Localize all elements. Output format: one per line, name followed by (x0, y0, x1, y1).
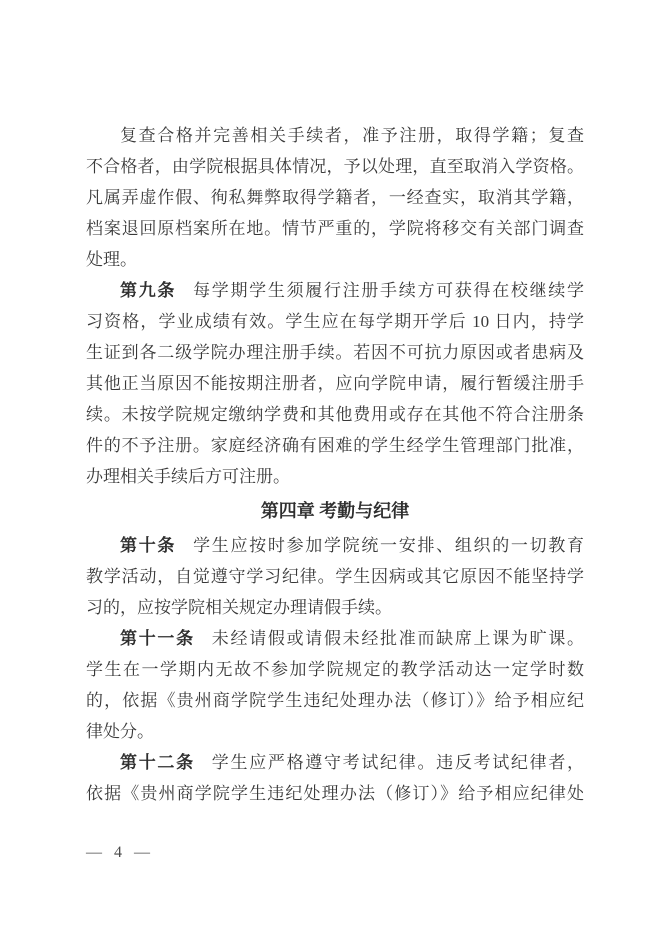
text-line (86, 747, 584, 778)
text-line: 习的，应按学院相关规定办理请假手续。 (86, 598, 392, 617)
text-line: 生证到各二级学院办理注册手续。若因不可抗力原因或者患病及 (86, 343, 584, 362)
article-number: 第十条 (120, 536, 177, 555)
paragraph (86, 120, 584, 275)
text-line: 依据《贵州商学院学生违纪处理办法（修订）》给予相应纪律处 (86, 784, 584, 803)
article-text: 学生应严格遵守考试纪律。违反考试纪律者， (211, 753, 584, 772)
text-line: 处理。 (86, 250, 137, 269)
text-line: 复查合格并完善相关手续者，准予注册，取得学籍；复查 (120, 126, 584, 145)
paragraph-article-12 (86, 747, 584, 809)
article-text: 未经请假或请假未经批准而缺席上课为旷课。 (211, 629, 584, 648)
text-line: 习资格，学业成绩有效。学生应在每学期开学后 10 日内，持学 (86, 312, 584, 331)
article-number: 第九条 (120, 281, 177, 300)
text-line: 的，依据《贵州商学院学生违纪处理办法（修订）》给予相应纪 (86, 691, 584, 710)
text-line: 凡属弄虚作假、徇私舞弊取得学籍者，一经查实，取消其学籍， (86, 188, 584, 207)
text-line (86, 623, 584, 654)
article-text: 学生应按时参加学院统一安排、组织的一切教育 (193, 536, 584, 555)
text-line: 律处分。 (86, 722, 154, 741)
text-line (86, 530, 584, 561)
article-number: 第十二条 (120, 753, 195, 772)
text-line: 件的不予注册。家庭经济确有困难的学生经学生管理部门批准， (86, 436, 584, 455)
text-line: 续。未按学院规定缴纳学费和其他费用或存在其他不符合注册条 (86, 405, 584, 424)
page-number: — 4 — (86, 844, 150, 861)
document-body (86, 120, 584, 809)
text-line: 不合格者，由学院根据具体情况，予以处理，直至取消入学资格。 (86, 157, 584, 176)
text-line (86, 275, 584, 306)
text-line: 教学活动，自觉遵守学习纪律。学生因病或其它原因不能坚持学 (86, 567, 584, 586)
paragraph-article-9 (86, 275, 584, 492)
text-line: 其他正当原因不能按期注册者，应向学院申请，履行暂缓注册手 (86, 374, 584, 393)
chapter-heading: 第四章 考勤与纪律 (260, 501, 410, 521)
text-line: 学生在一学期内无故不参加学院规定的教学活动达一定学时数 (86, 660, 584, 679)
article-text: 每学期学生须履行注册手续方可获得在校继续学 (193, 281, 584, 300)
paragraph-article-11 (86, 623, 584, 747)
text-line: 档案退回原档案所在地。情节严重的，学院将移交有关部门调查 (86, 219, 584, 238)
article-number: 第十一条 (120, 629, 195, 648)
text-line: 办理相关手续后方可注册。 (86, 467, 290, 486)
paragraph-article-10 (86, 530, 584, 623)
